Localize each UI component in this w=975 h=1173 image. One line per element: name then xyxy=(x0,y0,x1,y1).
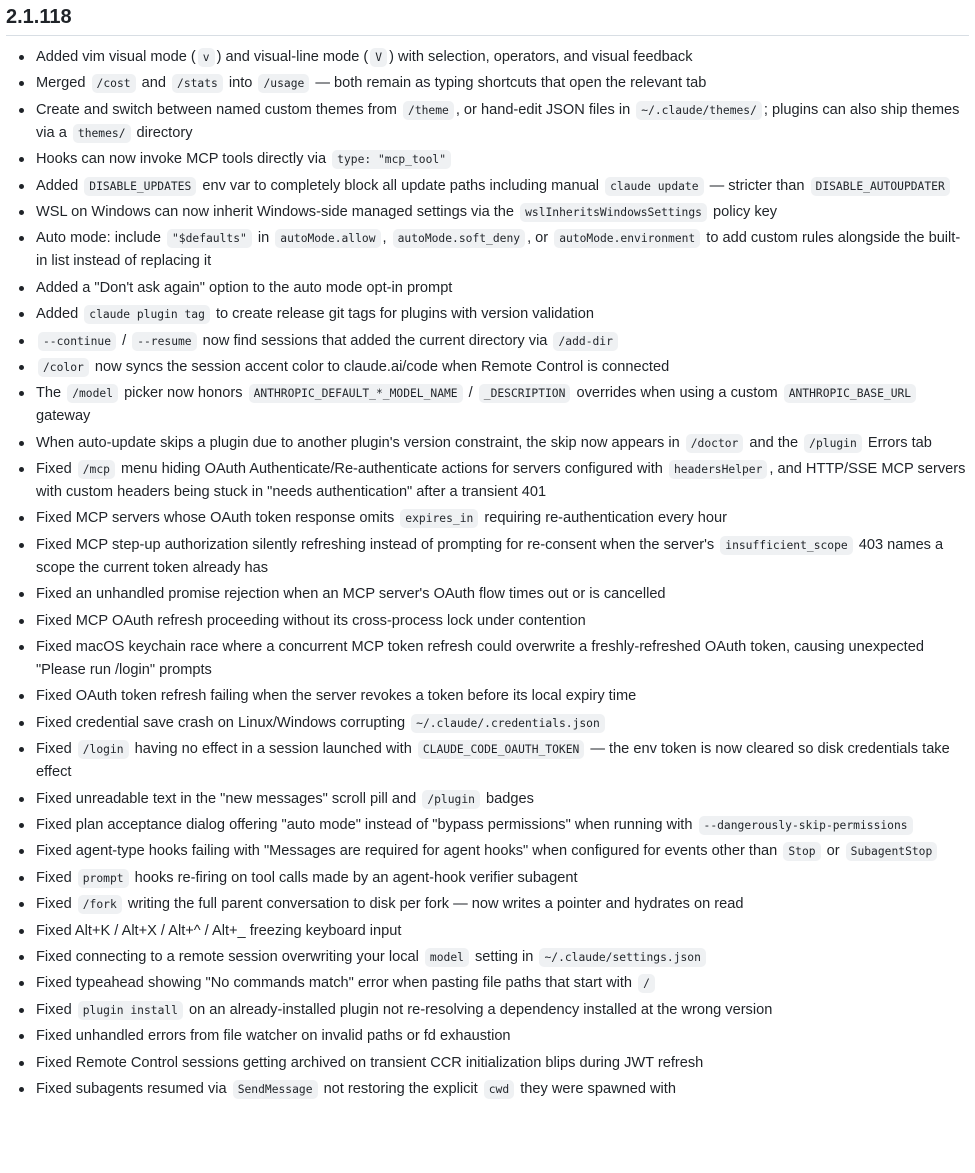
inline-code: themes/ xyxy=(73,124,131,143)
list-item: Fixed prompt hooks re-firing on tool calls made by an agent-hook verifier subagent xyxy=(36,867,969,890)
list-item: --continue / --resume now find sessions that added the current directory via /add-dir xyxy=(36,330,969,353)
inline-code: Stop xyxy=(783,842,820,861)
list-item: Fixed typeahead showing "No commands match" error when pasting file paths that start with / xyxy=(36,972,969,995)
inline-code: headersHelper xyxy=(669,460,767,479)
list-item: The /model picker now honors ANTHROPIC_DEFAULT_*_MODEL_NAME / _DESCRIPTION overrides when using a custom ANTHROPIC_BASE_URL gateway xyxy=(36,382,969,428)
inline-code: autoMode.allow xyxy=(275,229,380,248)
inline-code: type: "mcp_tool" xyxy=(332,150,451,169)
inline-code: v xyxy=(198,48,215,67)
list-item: Fixed agent-type hooks failing with "Messages are required for agent hooks" when configured for events other than Stop or SubagentStop xyxy=(36,840,969,863)
inline-code: insufficient_scope xyxy=(720,536,852,555)
list-item: Fixed /fork writing the full parent conversation to disk per fork — now writes a pointer and hydrates on read xyxy=(36,893,969,916)
inline-code: ANTHROPIC_BASE_URL xyxy=(784,384,916,403)
list-item: Fixed Remote Control sessions getting archived on transient CCR initialization blips during JWT refresh xyxy=(36,1052,969,1075)
list-item: Fixed subagents resumed via SendMessage not restoring the explicit cwd they were spawned with xyxy=(36,1078,969,1101)
list-item: Added a "Don't ask again" option to the auto mode opt-in prompt xyxy=(36,277,969,300)
inline-code: --dangerously-skip-permissions xyxy=(699,816,913,835)
list-item: Hooks can now invoke MCP tools directly via type: "mcp_tool" xyxy=(36,148,969,171)
inline-code: /add-dir xyxy=(553,332,617,351)
inline-code: autoMode.soft_deny xyxy=(393,229,525,248)
list-item: Create and switch between named custom themes from /theme , or hand-edit JSON files in ~/.claude/themes/ ; plugins can also ship themes via a themes/ directory xyxy=(36,99,969,145)
list-item: Fixed unhandled errors from file watcher on invalid paths or fd exhaustion xyxy=(36,1025,969,1048)
list-item: Added vim visual mode ( v ) and visual-line mode ( V ) with selection, operators, and visual feedback xyxy=(36,46,969,69)
inline-code: /color xyxy=(38,358,89,377)
inline-code: DISABLE_UPDATES xyxy=(84,177,196,196)
list-item: Fixed /mcp menu hiding OAuth Authenticate/Re-authenticate actions for servers configured with headersHelper , and HTTP/SSE MCP servers with custom headers being stuck in "needs authentication" after a transient 401 xyxy=(36,458,969,504)
inline-code: cwd xyxy=(484,1080,514,1099)
list-item: Fixed macOS keychain race where a concurrent MCP token refresh could overwrite a freshly-refreshed OAuth token, causing unexpected "Please run /login" prompts xyxy=(36,636,969,682)
list-item: Fixed unreadable text in the "new messages" scroll pill and /plugin badges xyxy=(36,788,969,811)
inline-code: _DESCRIPTION xyxy=(479,384,571,403)
inline-code: "$defaults" xyxy=(167,229,252,248)
version-heading: 2.1.118 xyxy=(6,2,969,36)
inline-code: autoMode.environment xyxy=(554,229,700,248)
list-item: Added DISABLE_UPDATES env var to completely block all update paths including manual claude update — stricter than DISABLE_AUTOUPDATER xyxy=(36,175,969,198)
list-item: Fixed MCP servers whose OAuth token response omits expires_in requiring re-authentication every hour xyxy=(36,507,969,530)
inline-code: /cost xyxy=(92,74,136,93)
inline-code: /plugin xyxy=(804,434,862,453)
list-item: /color now syncs the session accent color to claude.ai/code when Remote Control is connected xyxy=(36,356,969,379)
inline-code: claude plugin tag xyxy=(84,305,210,324)
list-item: Added claude plugin tag to create release git tags for plugins with version validation xyxy=(36,303,969,326)
inline-code: wslInheritsWindowsSettings xyxy=(520,203,707,222)
inline-code: /login xyxy=(78,740,129,759)
inline-code: CLAUDE_CODE_OAUTH_TOKEN xyxy=(418,740,584,759)
inline-code: DISABLE_AUTOUPDATER xyxy=(811,177,950,196)
inline-code: --resume xyxy=(132,332,196,351)
list-item: Fixed plan acceptance dialog offering "auto mode" instead of "bypass permissions" when running with --dangerously-skip-permissions xyxy=(36,814,969,837)
list-item: When auto-update skips a plugin due to another plugin's version constraint, the skip now appears in /doctor and the /plugin Errors tab xyxy=(36,432,969,455)
list-item: WSL on Windows can now inherit Windows-side managed settings via the wslInheritsWindowsSettings policy key xyxy=(36,201,969,224)
inline-code: SendMessage xyxy=(233,1080,318,1099)
inline-code: prompt xyxy=(78,869,129,888)
inline-code: ANTHROPIC_DEFAULT_*_MODEL_NAME xyxy=(249,384,463,403)
changelog-list xyxy=(6,46,969,1101)
list-item: Fixed OAuth token refresh failing when the server revokes a token before its local expiry time xyxy=(36,685,969,708)
inline-code: /theme xyxy=(403,101,454,120)
list-item: Fixed plugin install on an already-installed plugin not re-resolving a dependency installed at the wrong version xyxy=(36,999,969,1022)
inline-code: --continue xyxy=(38,332,116,351)
list-item: Fixed credential save crash on Linux/Windows corrupting ~/.claude/.credentials.json xyxy=(36,712,969,735)
list-item: Fixed MCP step-up authorization silently refreshing instead of prompting for re-consent when the server's insufficient_scope 403 names a scope the current token already has xyxy=(36,534,969,580)
inline-code: ~/.claude/settings.json xyxy=(539,948,705,967)
inline-code: ~/.claude/themes/ xyxy=(636,101,762,120)
list-item: Fixed Alt+K / Alt+X / Alt+^ / Alt+_ freezing keyboard input xyxy=(36,920,969,943)
inline-code: plugin install xyxy=(78,1001,183,1020)
inline-code: model xyxy=(425,948,469,967)
list-item: Auto mode: include "$defaults" in autoMode.allow , autoMode.soft_deny , or autoMode.environment to add custom rules alongside the built-in list instead of replacing it xyxy=(36,227,969,273)
list-item: Merged /cost and /stats into /usage — both remain as typing shortcuts that open the relevant tab xyxy=(36,72,969,95)
inline-code: /fork xyxy=(78,895,122,914)
inline-code: ~/.claude/.credentials.json xyxy=(411,714,605,733)
inline-code: /mcp xyxy=(78,460,115,479)
inline-code: V xyxy=(370,48,387,67)
inline-code: claude update xyxy=(605,177,703,196)
list-item: Fixed /login having no effect in a session launched with CLAUDE_CODE_OAUTH_TOKEN — the env token is now cleared so disk credentials take effect xyxy=(36,738,969,784)
list-item: Fixed an unhandled promise rejection when an MCP server's OAuth flow times out or is cancelled xyxy=(36,583,969,606)
inline-code: SubagentStop xyxy=(846,842,938,861)
inline-code: expires_in xyxy=(400,509,478,528)
inline-code: /usage xyxy=(258,74,309,93)
inline-code: /doctor xyxy=(686,434,744,453)
list-item: Fixed MCP OAuth refresh proceeding without its cross-process lock under contention xyxy=(36,610,969,633)
inline-code: /plugin xyxy=(422,790,480,809)
list-item: Fixed connecting to a remote session overwriting your local model setting in ~/.claude/settings.json xyxy=(36,946,969,969)
inline-code: / xyxy=(638,974,655,993)
inline-code: /stats xyxy=(172,74,223,93)
inline-code: /model xyxy=(67,384,118,403)
